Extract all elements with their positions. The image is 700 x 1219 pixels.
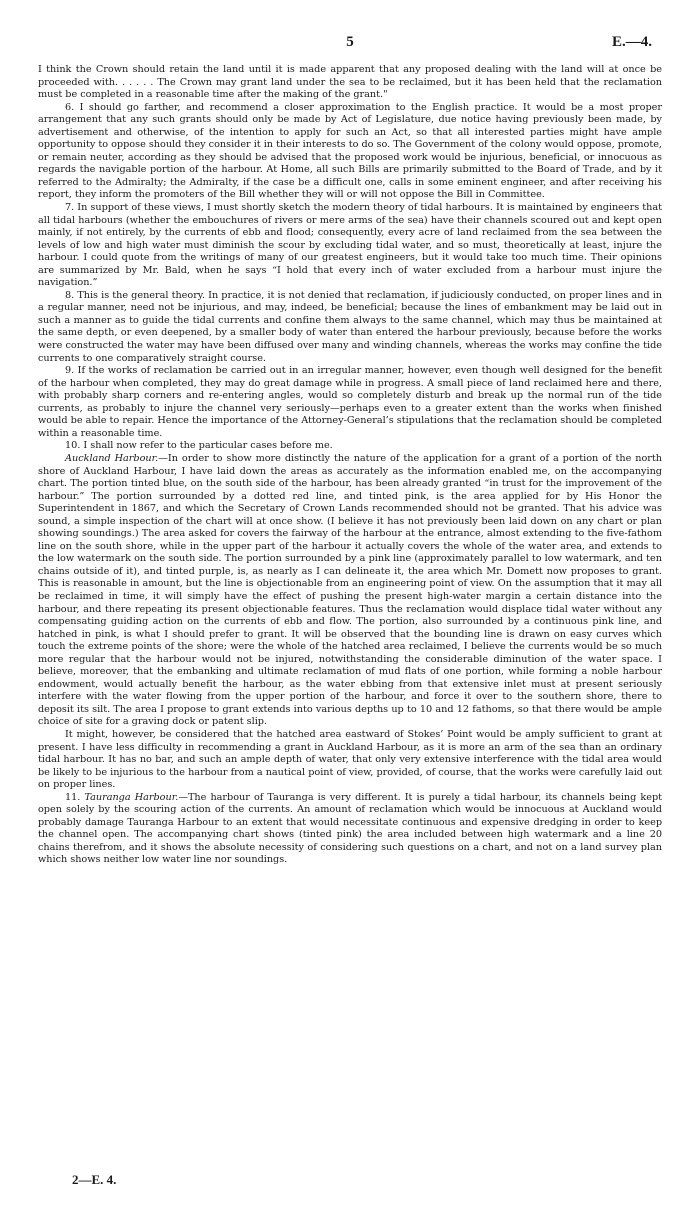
page-header xyxy=(0,34,700,54)
document-code: E.—4. xyxy=(611,34,652,50)
paragraph-10: 10. I shall now refer to the particular cases before me. xyxy=(65,440,333,452)
heading-tauranga-harbour: Tauranga Harbour. xyxy=(84,791,179,803)
paragraph-6: 6. I should go farther, and recommend a closer approximation to the English practice. It would be a most proper arrangement that any such grants should only be made by Act of Legislature, due notice having previously been made, by advertisement and otherwise, of the intention to apply for such an Act, so that all interested parties might have ample opportunity to oppose should they consider it in their interests to do so. The Government of the colony would oppose, promote, or remain neuter, according as they should be advised that the proposed work would be injurious, beneficial, or innocuous as regards the navigable portion of the harbour. At Home, all such Bills are primarily submitted to the Board of Trade, and by it referred to the Admiralty; the Admiralty, if the case be a difficult one, calls in some eminent engineer, and after receiving his report, they inform the promoters of the Bill whether they will or will not oppose the Bill in Committee. xyxy=(38,101,662,201)
paragraph-8: 8. This is the general theory. In practice, it is not denied that reclamation, if judiciously conducted, on proper lines and in a regular manner, need not be injurious, and may, indeed, be beneficial; because the lines of embankment may be laid out in such a manner as to guide the tidal currents and confine them always to the same channel, which may thus be maintained at the same depth, or even deepened, by a smaller body of water than entered the harbour previously, because before the works were constructed the water may have been diffused over many and winding channels, whereas the works may confine the tide currents to one comparatively straight course. xyxy=(38,289,662,364)
paragraph-7: 7. In support of these views, I must shortly sketch the modern theory of tidal harbours. It is maintained by engineers that all tidal harbours (whether the embouchures of rivers or mere arms of the sea) have their channels scoured out and kept open mainly, if not entirely, by the currents of ebb and flood; consequently, every acre of land reclaimed from the sea between the levels of low and high water must diminish the scour by excluding tidal water, and so must, theoretically at least, injure the harbour. I could quote from the writings of many of our greatest engineers, but it would take too much time. Their opinions are summarized by Mr. Bald, when he says “I hold that every inch of water excluded from a harbour must injure the navigation.” xyxy=(38,202,662,289)
paragraph-auckland-harbour: Auckland Harbour.—In order to show more distinctly the nature of the application for a grant of a portion of the north shore of Auckland Harbour, I have laid down the areas as accurately as the information enabled me, on the accompanying chart. The portion tinted blue, on the south side of the harbour, has been already granted “in trust for the improvement of the harbour.” The portion surrounded by a dotted red line, and tinted pink, is the area applied for by His Honor the Superintendent in 1867, and which the Secretary of Crown Lands recommended should not be granted. That his advice was sound, a simple inspection of the chart will at once show. (I believe it has not previously been laid down on any chart or plan showing soundings.) The area asked for covers the fairway of the harbour at the entrance, almost extending to the five-fathom line on the south shore, while in the upper part of the harbour it actually covers the whole of the water area, and extends to the low watermark on the south side. The portion surrounded by a pink line (approximately parallel to low watermark, and ten chains outside of it), and tinted purple, is, as nearly as I can delineate it, the area which Mr. Domett now proposes to grant. This is reasonable in amount, but the line is objectionable from an engineering point of view. On the assumption that it may all be reclaimed in time, it will simply have the effect of pushing the present high-water margin a certain distance into the harbour, and there repeating its present objectionable features. Thus the reclamation would displace tidal water without any compensating guiding action on the currents of ebb and flow. The portion, also surrounded by a continuous pink line, and hatched in pink, is what I should prefer to grant. It will be observed that the bounding line is drawn on easy curves which touch the extreme points of the shore; were the whole of the hatched area reclaimed, I believe the currents would be so much more regular that the harbour would not be injured, notwithstanding the considerable diminution of the water space. I believe, moreover, that the embanking and ultimate reclamation of mud flats of one portion, while forming a noble harbour endowment, would actually benefit the harbour, as the water ebbing from that extensive inlet must at present seriously interfere with the water flowing from the upper portion of the harbour, and force it over to the southern shore, there to deposit its silt. The area I propose to grant extends into various depths up to 10 and 12 fathoms, so that there would be ample choice of site for a graving dock or patent slip. xyxy=(38,452,662,728)
page-number: 5 xyxy=(346,34,354,50)
heading-auckland-harbour: Auckland Harbour. xyxy=(65,452,159,464)
signature-mark: 2—E. 4. xyxy=(72,1172,117,1187)
paragraph-auckland-continued: It might, however, be considered that the hatched area eastward of Stokes’ Point would be amply sufficient to grant at present. I have less difficulty in recommending a grant in Auckland Harbour, as it is more an arm of the sea than an ordinary tidal harbour. It has no bar, and such an ample depth of water, that only very extensive interference with the tidal area would be likely to be injurious to the harbour from a nautical point of view, provided, of course, that the works were carefully laid out on proper lines. xyxy=(38,728,662,791)
body-text xyxy=(38,64,662,867)
paragraph-9: 9. If the works of reclamation be carried out in an irregular manner, however, even though well designed for the benefit of the harbour when completed, they may do great damage while in progress. A small piece of land reclaimed here and there, with probably sharp corners and re-entering angles, would so completely disturb and break up the normal run of the tide currents, as probably to injure the channel very seriously—perhaps even to a greater extent than the works when finished would be able to repair. Hence the importance of the Attorney-General’s stipulations that the reclamation should be completed within a reasonable time. xyxy=(38,365,662,439)
paragraph-quote-end: I think the Crown should retain the land until it is made apparent that any proposed dealing with the land will at once be proceeded with. . . . . . The Crown may grant land under the sea to be reclaimed, but it has been held that the reclamation must be completed in a reasonable time after the making of the grant." xyxy=(38,64,662,101)
paragraph-11-tauranga: 11. Tauranga Harbour.—The harbour of Tauranga is very different. It is purely a tidal harbour, its channels being kept open solely by the scouring action of the currents. An amount of reclamation which would be innocuous at Auckland would probably damage Tauranga Harbour to an extent that would necessitate continuous and expensive dredging in order to keep the channel open. The accompanying chart shows (tinted pink) the area included between high watermark and a line 20 chains therefrom, and it shows the absolute necessity of considering such questions on a chart, and not on a land survey plan which shows neither low water line nor soundings. xyxy=(38,791,663,866)
